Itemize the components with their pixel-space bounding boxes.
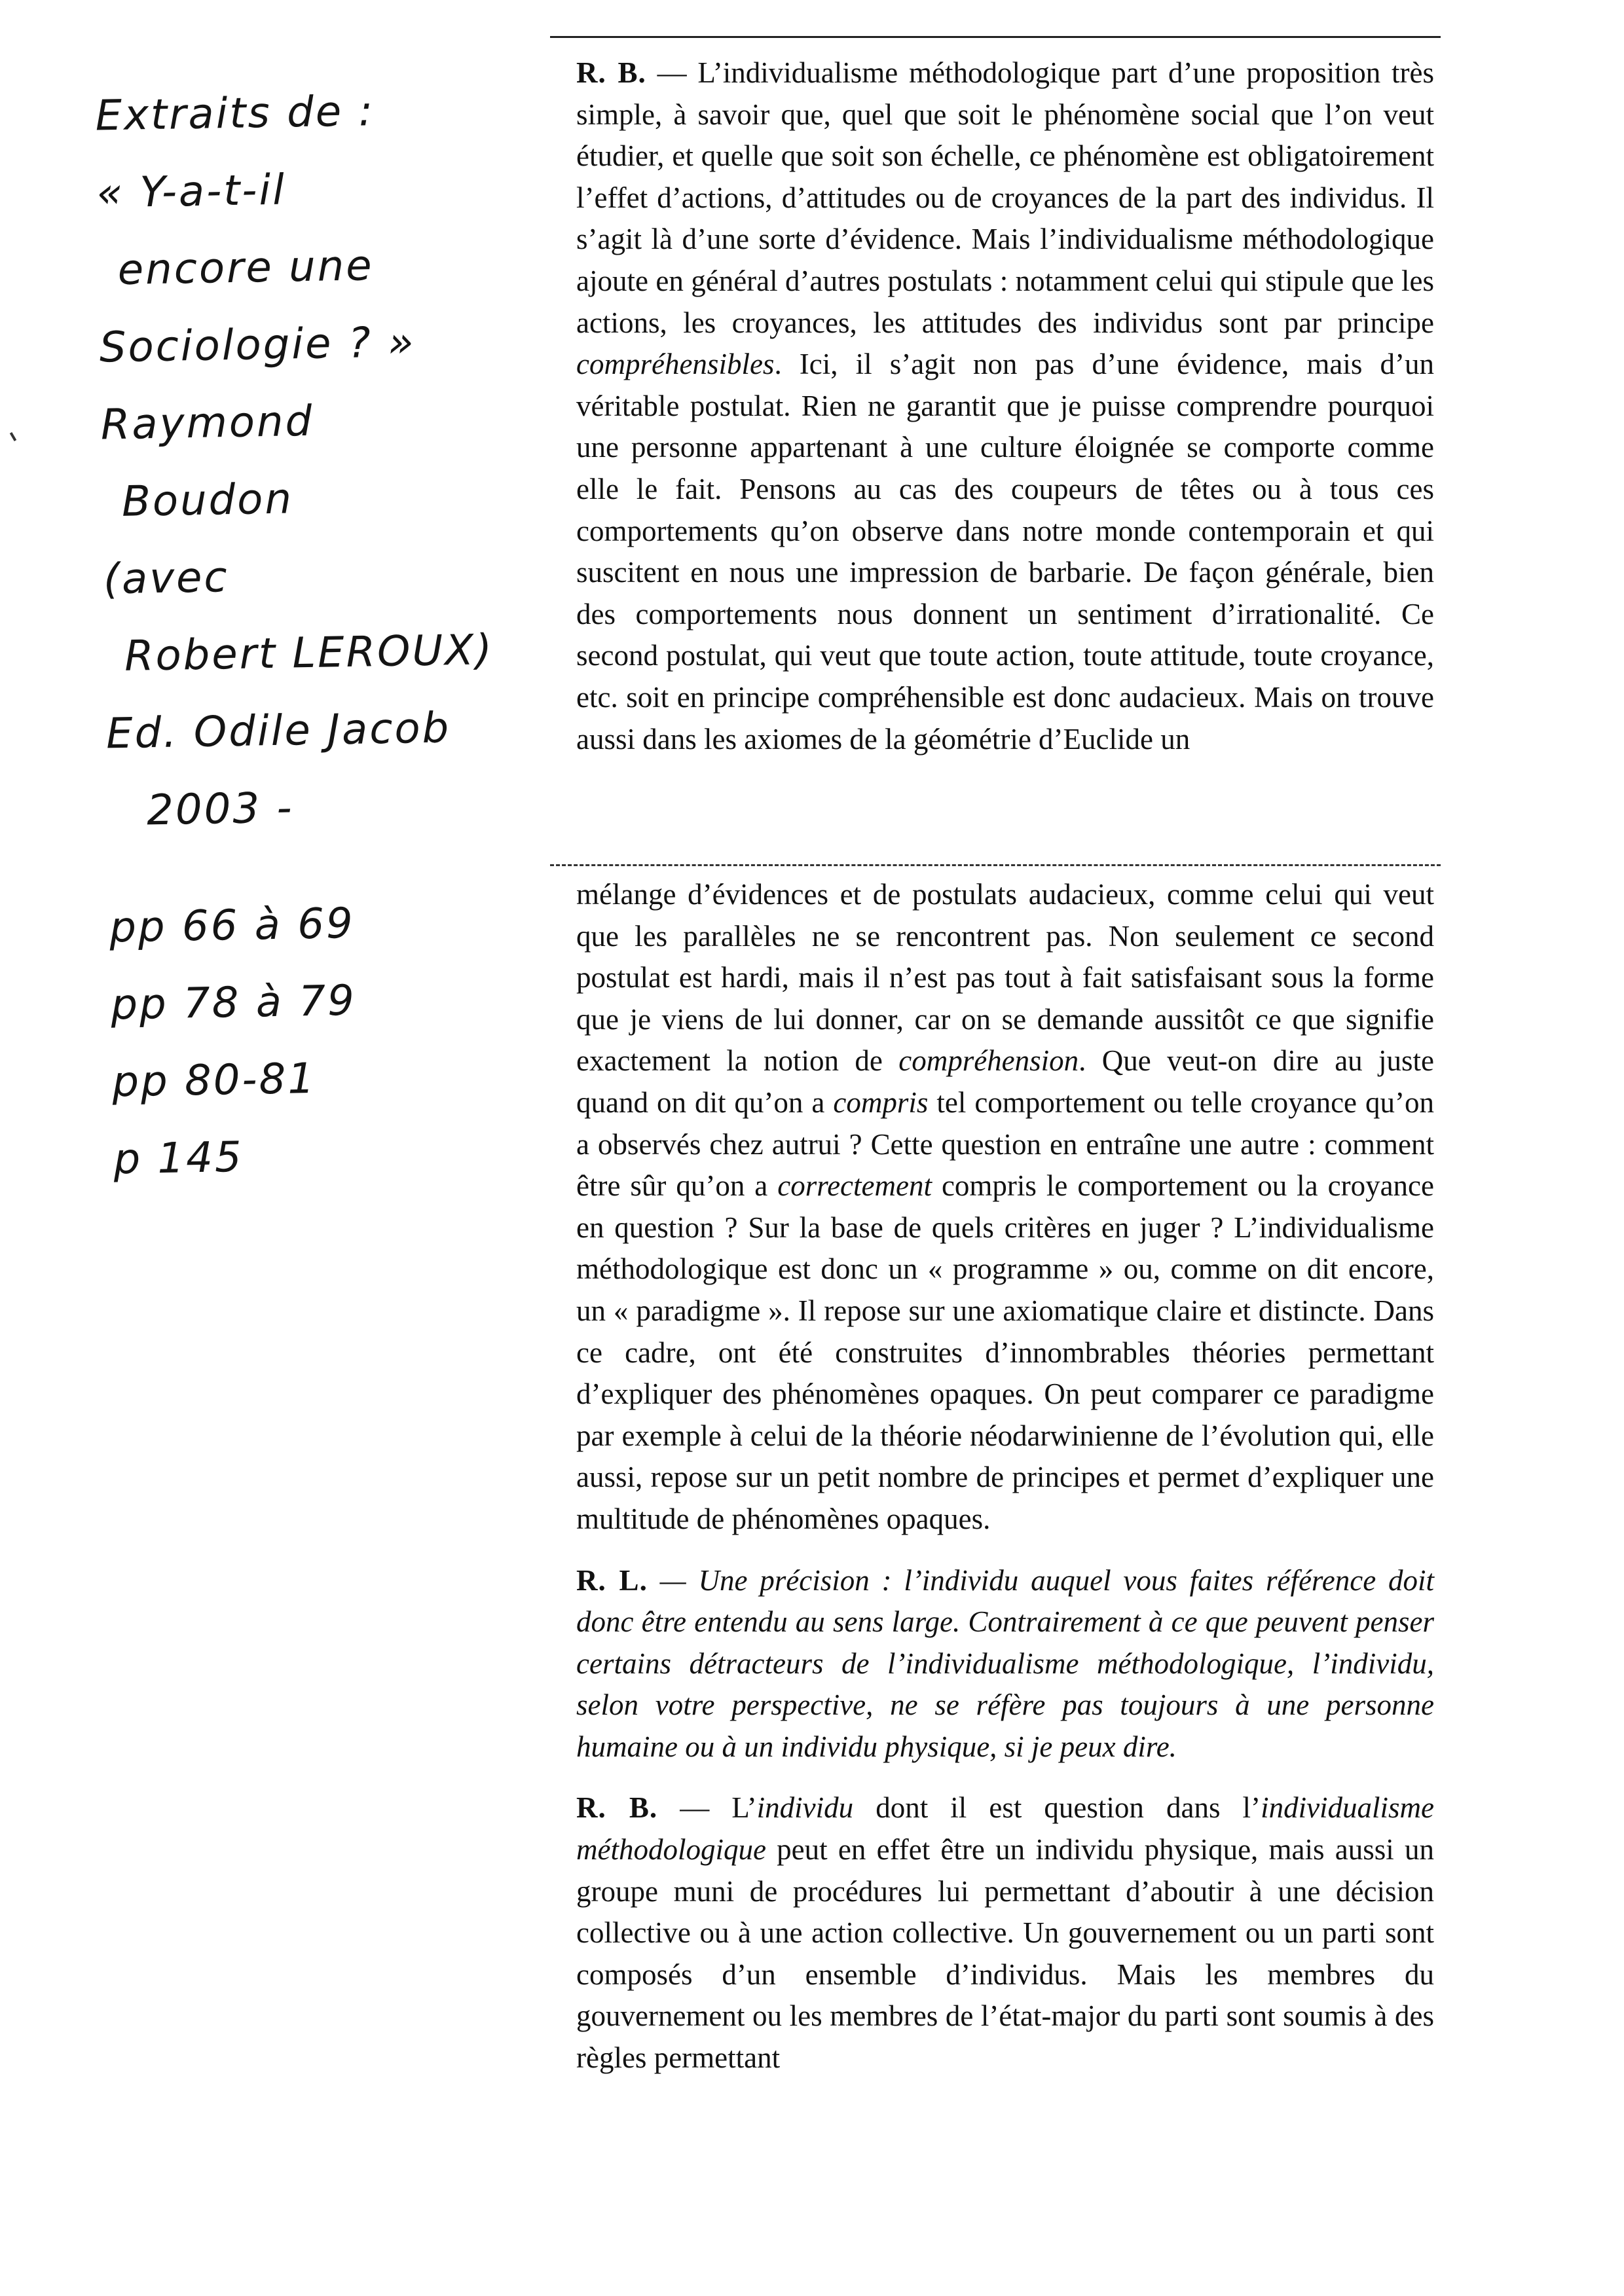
paragraph-text: — L’ [680,1791,757,1825]
paragraph-text: dont il est question dans l’ [853,1791,1261,1825]
annotation-line: Sociologie ? » [99,318,416,373]
paragraph [576,52,1434,760]
italic-term: individualisme méthodologique [576,1791,1435,1867]
italic-term: compris [833,1085,929,1119]
paragraph-text: . Que veut-on dire au juste quand on dit qu’on a [576,1044,1435,1119]
margin-mark [10,432,16,441]
paragraph-text: compris le comportement ou la croyance en question ? Sur la base de quels critères en juger ? L’individualisme méthodologique est donc un « programme » ou, comme on dit encore, un « paradigme ». Il repose sur une axiomatique claire et distincte. Dans ce cadre, ont été construites d’innombrables théories permettant d’expliquer des phénomènes opaques. On peut comparer ce paradigme par exemple à celui de la théorie néodarwinienne de l’évolution qui, elle aussi, repose sur un petit nombre de principes et permet d’expliquer une multitude de phénomènes opaques. [576,1169,1434,1535]
bottom-page-excerpt [576,874,1434,2079]
annotation-line: « Y-a-t-il [96,166,287,218]
paragraph-text: mélange d’évidences et de postulats audacieux, comme celui qui veut que les parallèles ne se rencontrent pas. Non seulement ce second postulat est hardi, mais il n’est pas tout à fait satisfaisant sous la forme que je viens de lui donner, car on se demande aussitôt ce que signifie exactement la notion de [576,878,1434,1078]
annotation-line: Extraits de : [95,87,375,141]
annotation-line: Boudon [121,475,294,526]
speaker-label: R. B. [576,1791,658,1825]
italic-term: compréhensibles [576,348,775,381]
speaker-label: R. B. [576,56,646,89]
annotation-line: Raymond [100,397,314,450]
top-page-excerpt [576,52,1434,760]
paragraph-text: — Une précision : l’individu auquel vous faites référence doit donc être entendu au sens large. Contrairement à ce que peuvent penser certains détracteurs de l’individualisme méthodologique, l’individu, selon votre perspective, ne se réfère pas toujours à une personne humaine ou à un individu physique, si je peux dire. [576,1563,1435,1763]
paragraph-text: — L’individualisme méthodologique part d’une proposition très simple, à savoir que, quel que soit le phénomène social que l’on veut étudier, et quelle que soit son échelle, ce phénomène est obligatoirement l’effet d’actions, d’attitudes ou de croyances de la part des individus. Il s’agit là d’une sorte d’évidence. Mais l’individualisme méthodologique ajoute en général d’autres postulats : notamment celui qui stipule que les actions, les croyances, les attitudes des individus sont par principe [576,56,1435,339]
paragraph-text: . Ici, il s’agit non pas d’une évidence, mais d’un véritable postulat. Rien ne garantit que je puisse comprendre pourquoi une personne appartenant à une culture éloignée se comporte comme elle le fait. Pensons au cas des coupeurs de têtes ou à tous ces comportements qu’on observe dans notre monde contemporain et qui suscitent en nous une impression de barbarie. De façon générale, bien des comportements nous donnent un sentiment d’irrationalité. Ce second postulat, qui veut que toute action, toute attitude, toute croyance, etc. soit en principe compréhensible est donc audacieux. Mais on trouve aussi dans les axiomes de la géométrie d’Euclide un [576,348,1434,756]
annotation-line: p 145 [113,1133,244,1184]
speaker-label: R. L. [576,1563,648,1597]
paragraph-text: peut en effet être un individu physique, mais aussi un groupe muni de procédures lui permettant d’aboutir à une décision collective ou à une action collective. Un gouvernement ou un parti sont composés d’un ensemble d’individus. Mais les membres du gouvernement ou les membres de l’état-major du parti sont soumis à des règles permettant [576,1833,1434,2075]
annotation-line: (avec [103,553,230,604]
italic-term: individu [756,1791,854,1825]
annotation-line: 2003 - [146,784,295,835]
paragraph [576,1560,1434,1768]
page-divider [550,864,1441,866]
italic-term: compréhension [898,1044,1079,1078]
paragraph [576,874,1434,1540]
paragraph [576,1787,1434,2079]
annotation-line: pp 80-81 [111,1054,317,1107]
annotation-line: Ed. Odile Jacob [105,704,451,759]
annotation-line: Robert LEROUX) [124,626,494,681]
handwritten-annotation [95,88,521,1216]
italic-term: correctement [777,1169,932,1203]
top-rule [550,36,1441,38]
annotation-line: pp 78 à 79 [110,976,357,1030]
annotation-line: pp 66 à 69 [109,899,356,953]
annotation-line: encore une [117,242,375,295]
paragraph-text: tel comportement ou telle croyance qu’on a observés chez autrui ? Cette question en entraîne une autre : comment être sûr qu’on a [576,1085,1434,1203]
